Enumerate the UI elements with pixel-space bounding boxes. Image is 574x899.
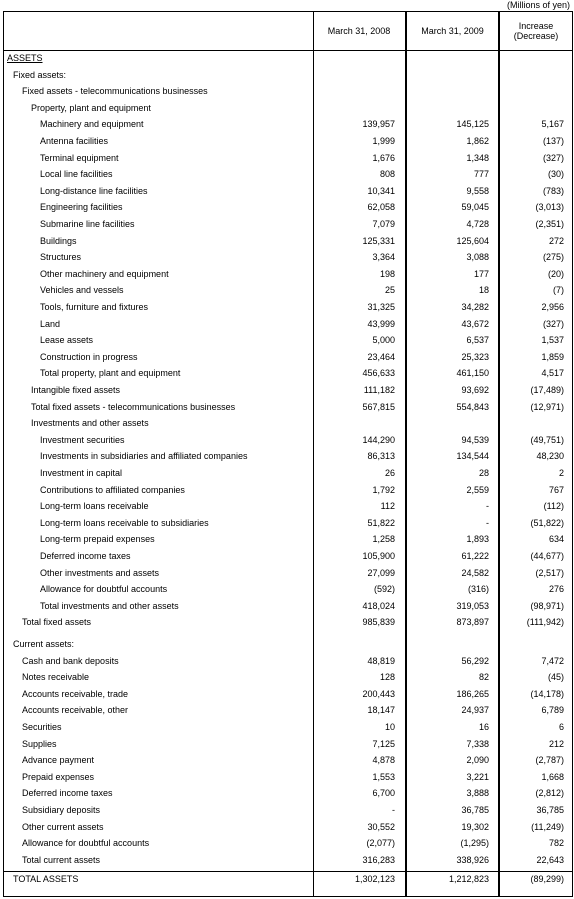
value-2009: -	[486, 501, 489, 512]
table-row	[4, 549, 573, 564]
table-row	[4, 449, 573, 464]
table-row	[4, 84, 573, 99]
value-2008: 144,290	[362, 434, 395, 445]
row-label: Fixed assets - telecommunications businesses	[22, 86, 208, 97]
table-row	[4, 532, 573, 547]
row-label: Total current assets	[22, 854, 101, 865]
value-change: 36,785	[536, 805, 564, 815]
value-change: (14,178)	[530, 688, 564, 699]
row-label: Fixed assets:	[13, 69, 67, 80]
value-2008: 456,633	[362, 368, 395, 379]
row-label: ASSETS	[7, 53, 43, 63]
value-2009: 3,888	[466, 788, 489, 799]
value-2009: 777	[473, 169, 489, 180]
table-row	[4, 151, 573, 166]
value-change: (44,677)	[530, 551, 564, 561]
col-header-change: Increase (Decrease)	[513, 21, 559, 41]
value-2008: 51,822	[367, 517, 395, 528]
value-2008: 10,341	[367, 185, 395, 196]
row-label: Property, plant and equipment	[31, 102, 151, 113]
table-row	[4, 615, 573, 630]
row-label: Current assets:	[13, 639, 75, 649]
value-2009: 186,265	[456, 688, 489, 699]
table-row	[4, 184, 573, 199]
row-label: Deferred income taxes	[22, 788, 113, 799]
value-2009: 873,897	[456, 617, 489, 628]
value-2009: 554,843	[456, 401, 489, 412]
table-row	[4, 117, 573, 132]
value-2009: 145,125	[456, 119, 489, 130]
row-label: Long-term loans receivable to subsidiaries	[40, 517, 209, 528]
table-row	[4, 687, 573, 702]
value-change: (3,013)	[535, 202, 564, 213]
row-label: Antenna facilities	[40, 136, 109, 146]
table-row	[4, 400, 573, 415]
value-change: 6,789	[541, 705, 564, 716]
value-change: 634	[548, 534, 564, 545]
balance-sheet-table	[3, 11, 573, 897]
row-label: Other investments and assets	[40, 567, 160, 578]
value-2009: 1,348	[466, 152, 489, 163]
table-row	[4, 737, 573, 752]
value-2009: 4,728	[466, 219, 489, 229]
value-change: (45)	[547, 672, 564, 683]
value-2009: 2,559	[466, 484, 489, 495]
table-row	[4, 786, 573, 801]
value-change: (2,517)	[535, 567, 564, 578]
value-2008: 5,000	[372, 335, 395, 346]
value-2009: 24,937	[461, 705, 489, 716]
value-2008: (592)	[373, 584, 395, 595]
value-2009: 338,926	[456, 854, 489, 865]
value-change: 7,472	[541, 655, 564, 666]
value-2008: 86,313	[367, 451, 395, 462]
value-2009: 56,292	[461, 655, 489, 666]
row-label: Investment in capital	[40, 468, 123, 478]
value-change: 2	[558, 468, 564, 478]
table-row	[4, 167, 573, 182]
value-change: 276	[548, 584, 564, 595]
value-change: (89,299)	[530, 874, 564, 885]
table-row	[4, 853, 573, 868]
value-change: (49,751)	[530, 434, 564, 445]
row-label: Total property, plant and equipment	[40, 368, 181, 379]
value-change: (783)	[542, 185, 564, 196]
row-label: TOTAL ASSETS	[13, 874, 79, 885]
table-row	[4, 516, 573, 531]
value-2008: 808	[379, 169, 395, 180]
table-row	[4, 499, 573, 514]
value-change: (2,812)	[535, 788, 564, 799]
value-2008: 1,676	[372, 152, 395, 163]
value-change: (111,942)	[526, 617, 564, 628]
table-row	[4, 333, 573, 348]
col-header-2009: March 31, 2009	[421, 26, 484, 36]
value-change: (112)	[543, 501, 564, 512]
value-2008: 30,552	[367, 821, 395, 832]
value-2008: 316,283	[362, 854, 395, 865]
row-label: Machinery and equipment	[40, 119, 144, 130]
table-row	[4, 366, 573, 381]
value-2008: (2,077)	[366, 838, 395, 849]
row-label: Supplies	[22, 738, 57, 749]
value-2009: 18	[478, 285, 489, 296]
value-2009: 24,582	[461, 567, 489, 578]
row-label: Securities	[22, 722, 62, 732]
row-label: Contributions to affiliated companies	[40, 484, 185, 495]
value-2009: 319,053	[456, 600, 489, 611]
col-header-2008: March 31, 2008	[327, 26, 391, 36]
value-2009: 6,537	[466, 335, 489, 346]
value-2008: 48,819	[367, 655, 395, 666]
table-row	[4, 217, 573, 232]
value-change: (98,971)	[530, 600, 564, 611]
table-row	[4, 250, 573, 265]
value-change: (17,489)	[530, 385, 564, 395]
value-2009: -	[486, 517, 489, 528]
value-2009: 16	[478, 722, 489, 732]
row-label: Advance payment	[22, 755, 95, 766]
row-label: Intangible fixed assets	[31, 385, 121, 395]
table-row	[4, 200, 573, 215]
table-row	[4, 283, 573, 298]
value-2008: 7,079	[372, 219, 395, 229]
table-row	[4, 872, 573, 887]
value-change: 5,167	[541, 119, 564, 130]
value-2009: (316)	[467, 584, 489, 595]
value-2009: 7,338	[466, 738, 489, 749]
value-2009: 177	[473, 268, 489, 279]
value-2008: 128	[379, 672, 395, 683]
row-label: Allowance for doubtful accounts	[22, 838, 150, 849]
value-2009: 34,282	[461, 302, 489, 312]
value-2008: 18,147	[367, 705, 395, 716]
value-2009: 25,323	[461, 351, 489, 362]
value-change: (12,971)	[530, 401, 564, 412]
value-2008: 31,325	[367, 302, 395, 312]
value-2008: 1,553	[372, 771, 395, 782]
value-2009: 461,150	[456, 368, 489, 379]
value-2008: 1,302,123	[354, 874, 395, 885]
value-2008: 418,024	[362, 600, 395, 611]
value-2008: 6,700	[372, 788, 395, 799]
value-change: 767	[548, 484, 564, 495]
row-label: Accounts receivable, other	[22, 705, 129, 716]
row-label: Total fixed assets - telecommunications businesses	[31, 401, 236, 412]
row-label: Total fixed assets	[22, 617, 92, 628]
value-2009: 93,692	[461, 385, 489, 395]
table-row	[4, 637, 573, 652]
value-change: 4,517	[541, 368, 564, 379]
value-change: (137)	[542, 136, 564, 146]
row-label: Vehicles and vessels	[40, 285, 124, 296]
row-label: Submarine line facilities	[40, 219, 135, 229]
row-label: Other current assets	[22, 821, 104, 832]
value-2008: 112	[380, 501, 395, 512]
table-row	[4, 134, 573, 149]
value-2009: 1,862	[466, 136, 489, 146]
row-label: Accounts receivable, trade	[22, 688, 129, 699]
value-2009: 3,088	[466, 252, 489, 263]
value-2009: 1,212,823	[448, 874, 489, 885]
value-2008: 198	[379, 268, 395, 279]
table-row	[4, 753, 573, 768]
row-label: Lease assets	[40, 335, 94, 346]
value-2008: 125,331	[362, 235, 395, 246]
value-2009: 125,604	[456, 235, 489, 246]
value-change: 2,956	[541, 302, 564, 312]
value-2008: 3,364	[372, 252, 395, 263]
value-change: 212	[548, 738, 564, 749]
value-change: 6	[558, 722, 564, 732]
table-row	[4, 101, 573, 116]
value-2008: 567,815	[362, 401, 395, 412]
table-row	[4, 599, 573, 614]
value-2009: 59,045	[461, 202, 489, 213]
value-change: 1,537	[541, 335, 564, 346]
value-2008: 43,999	[367, 318, 395, 329]
row-label: Investment securities	[40, 434, 125, 445]
value-change: (11,249)	[531, 821, 564, 832]
table-row	[4, 234, 573, 249]
value-2008: 200,443	[362, 688, 395, 699]
row-label: Prepaid expenses	[22, 771, 95, 782]
value-change: 272	[548, 235, 564, 246]
table-row	[4, 582, 573, 597]
table-row	[4, 383, 573, 398]
value-2008: 111,182	[363, 385, 395, 395]
row-label: Total investments and other assets	[40, 600, 179, 611]
value-2008: 4,878	[372, 755, 395, 766]
value-2008: -	[392, 805, 395, 815]
row-label: Investments in subsidiaries and affiliated companies	[40, 451, 248, 462]
value-2009: 43,672	[461, 318, 489, 329]
value-2009: 1,893	[466, 534, 489, 545]
value-2008: 1,792	[372, 484, 395, 495]
value-change: 1,859	[541, 351, 564, 362]
row-label: Long-term loans receivable	[40, 501, 149, 512]
value-2008: 139,957	[362, 119, 395, 130]
table-row	[4, 300, 573, 315]
value-change: 782	[548, 838, 564, 849]
table-row	[4, 820, 573, 835]
table-row	[4, 433, 573, 448]
table-row	[4, 836, 573, 851]
value-change: (2,787)	[535, 755, 564, 766]
row-label: Subsidiary deposits	[22, 805, 101, 815]
row-label: Engineering facilities	[40, 202, 123, 213]
value-2009: 28	[478, 468, 489, 478]
table-row	[4, 670, 573, 685]
value-2009: 3,221	[466, 771, 489, 782]
table-row	[4, 483, 573, 498]
value-2008: 27,099	[367, 567, 395, 578]
row-label: Tools, furniture and fixtures	[40, 302, 149, 312]
row-label: Land	[40, 318, 61, 329]
table-row	[4, 51, 573, 66]
table-row	[4, 416, 573, 431]
table-row	[4, 466, 573, 481]
value-2008: 985,839	[362, 617, 395, 628]
value-2008: 7,125	[372, 738, 395, 749]
value-change: (30)	[547, 169, 564, 180]
value-2008: 62,058	[367, 202, 395, 213]
table-row	[4, 68, 573, 83]
value-2009: 82	[478, 672, 489, 683]
table-row	[4, 654, 573, 669]
row-label: Structures	[40, 252, 82, 263]
value-2009: 19,302	[461, 821, 489, 832]
row-label: Cash and bank deposits	[22, 655, 119, 666]
value-2009: 134,544	[456, 451, 489, 462]
value-change: 1,668	[541, 771, 564, 782]
table-row	[4, 720, 573, 735]
value-2009: 9,558	[466, 185, 489, 196]
value-2008: 23,464	[367, 351, 395, 362]
value-change: 48,230	[536, 451, 564, 462]
value-change: (7)	[553, 285, 564, 296]
table-row	[4, 350, 573, 365]
table-header	[4, 12, 573, 51]
row-label: Local line facilities	[40, 169, 113, 180]
table-row	[4, 703, 573, 718]
row-label: Other machinery and equipment	[40, 268, 169, 279]
value-2008: 26	[384, 468, 395, 478]
value-change: (2,351)	[535, 219, 564, 229]
table-row	[4, 770, 573, 785]
value-change: (327)	[542, 152, 564, 163]
value-2008: 10	[384, 722, 395, 732]
table-row	[4, 803, 573, 818]
value-2009: 94,539	[461, 434, 489, 445]
value-2008: 25	[384, 285, 395, 296]
row-label: Investments and other assets	[31, 418, 149, 429]
table-row	[4, 566, 573, 581]
row-label: Allowance for doubtful accounts	[40, 584, 168, 595]
table-row	[4, 317, 573, 332]
row-label: Notes receivable	[22, 672, 90, 683]
value-change: (20)	[547, 268, 564, 279]
row-label: Construction in progress	[40, 351, 138, 362]
value-2008: 105,900	[362, 551, 395, 561]
units-note: (Millions of yen)	[506, 0, 570, 10]
row-label: Long-distance line facilities	[40, 185, 148, 196]
value-change: (327)	[542, 318, 564, 329]
value-change: 22,643	[536, 854, 564, 865]
value-change: (275)	[542, 252, 564, 263]
value-2009: 2,090	[466, 755, 489, 766]
value-2008: 1,999	[372, 136, 395, 146]
value-2009: 61,222	[461, 551, 489, 561]
value-2008: 1,258	[372, 534, 395, 545]
value-change: (51,822)	[530, 517, 564, 528]
row-label: Buildings	[40, 235, 77, 246]
row-label: Long-term prepaid expenses	[40, 534, 155, 545]
row-label: Terminal equipment	[40, 152, 119, 163]
table-row	[4, 267, 573, 282]
row-label: Deferred income taxes	[40, 551, 131, 561]
value-2009: (1,295)	[460, 838, 489, 849]
value-2009: 36,785	[461, 805, 489, 815]
